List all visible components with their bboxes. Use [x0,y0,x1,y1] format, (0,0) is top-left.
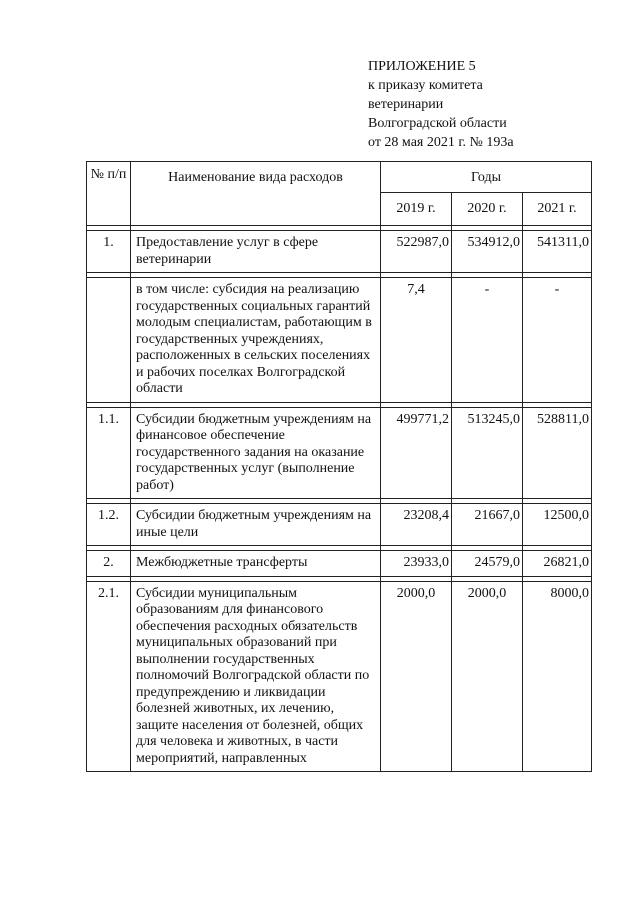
appendix-title: ПРИЛОЖЕНИЕ 5 [368,59,476,74]
table-row [87,551,592,577]
row-value-2020: 513245,0 [452,407,523,499]
header-name: Наименование вида расходов [131,162,381,226]
table-row [87,278,592,403]
row-num: 1. [87,231,131,273]
appendix-line: от 28 мая 2021 г. № 193а [368,135,514,150]
row-value-2021: 528811,0 [523,407,592,499]
row-num [87,278,131,403]
header-year-2020: 2020 г. [452,193,523,226]
row-value-2021: - [523,278,592,403]
row-value-2019: 2000,0 [381,581,452,772]
row-value-2019: 7,4 [381,278,452,403]
row-num: 2.1. [87,581,131,772]
table-row [87,581,592,772]
row-value-2019: 522987,0 [381,231,452,273]
header-num: № п/п [87,162,131,226]
row-name: Субсидии муниципальным образованиям для финансового обеспечения расходных обязательств муниципальных образований при выполнении государственных полномочий Волгоградской области по предупреждению и ликвидации болезней животных, их лечению, защите населения от болезней, общих для человека и животных, в части мероприятий, направленных [131,581,381,772]
row-name: Субсидии бюджетным учреждениям на финансовое обеспечение государственного задания на оказание государственных услуг (выполнение работ) [131,407,381,499]
row-value-2020: 534912,0 [452,231,523,273]
row-value-2021: 541311,0 [523,231,592,273]
row-value-2019: 499771,2 [381,407,452,499]
row-value-2020: 24579,0 [452,551,523,577]
row-name: Предоставление услуг в сфере ветеринарии [131,231,381,273]
row-value-2020: 2000,0 [452,581,523,772]
row-value-2019: 23208,4 [381,504,452,546]
appendix-line: ветеринарии [368,97,444,112]
header-year-2021: 2021 г. [523,193,592,226]
expense-table [86,161,592,772]
appendix-line: Волгоградской области [368,116,507,131]
row-num: 1.1. [87,407,131,499]
row-num: 2. [87,551,131,577]
appendix-line: к приказу комитета [368,78,483,93]
row-name: Субсидии бюджетным учреждениям на иные цели [131,504,381,546]
row-value-2019: 23933,0 [381,551,452,577]
row-value-2020: 21667,0 [452,504,523,546]
appendix-header [368,57,514,152]
row-name: в том числе: субсидия на реализацию государственных социальных гарантий молодым специалистам, работающим в государственных учреждениях, расположенных в сельских поселениях и рабочих поселках Волгоградской области [131,278,381,403]
table-row [87,231,592,273]
header-years: Годы [381,162,592,193]
header-year-2019: 2019 г. [381,193,452,226]
table-row [87,504,592,546]
row-num: 1.2. [87,504,131,546]
row-value-2020: - [452,278,523,403]
row-value-2021: 8000,0 [523,581,592,772]
table-row [87,407,592,499]
row-value-2021: 26821,0 [523,551,592,577]
row-name: Межбюджетные трансферты [131,551,381,577]
row-value-2021: 12500,0 [523,504,592,546]
